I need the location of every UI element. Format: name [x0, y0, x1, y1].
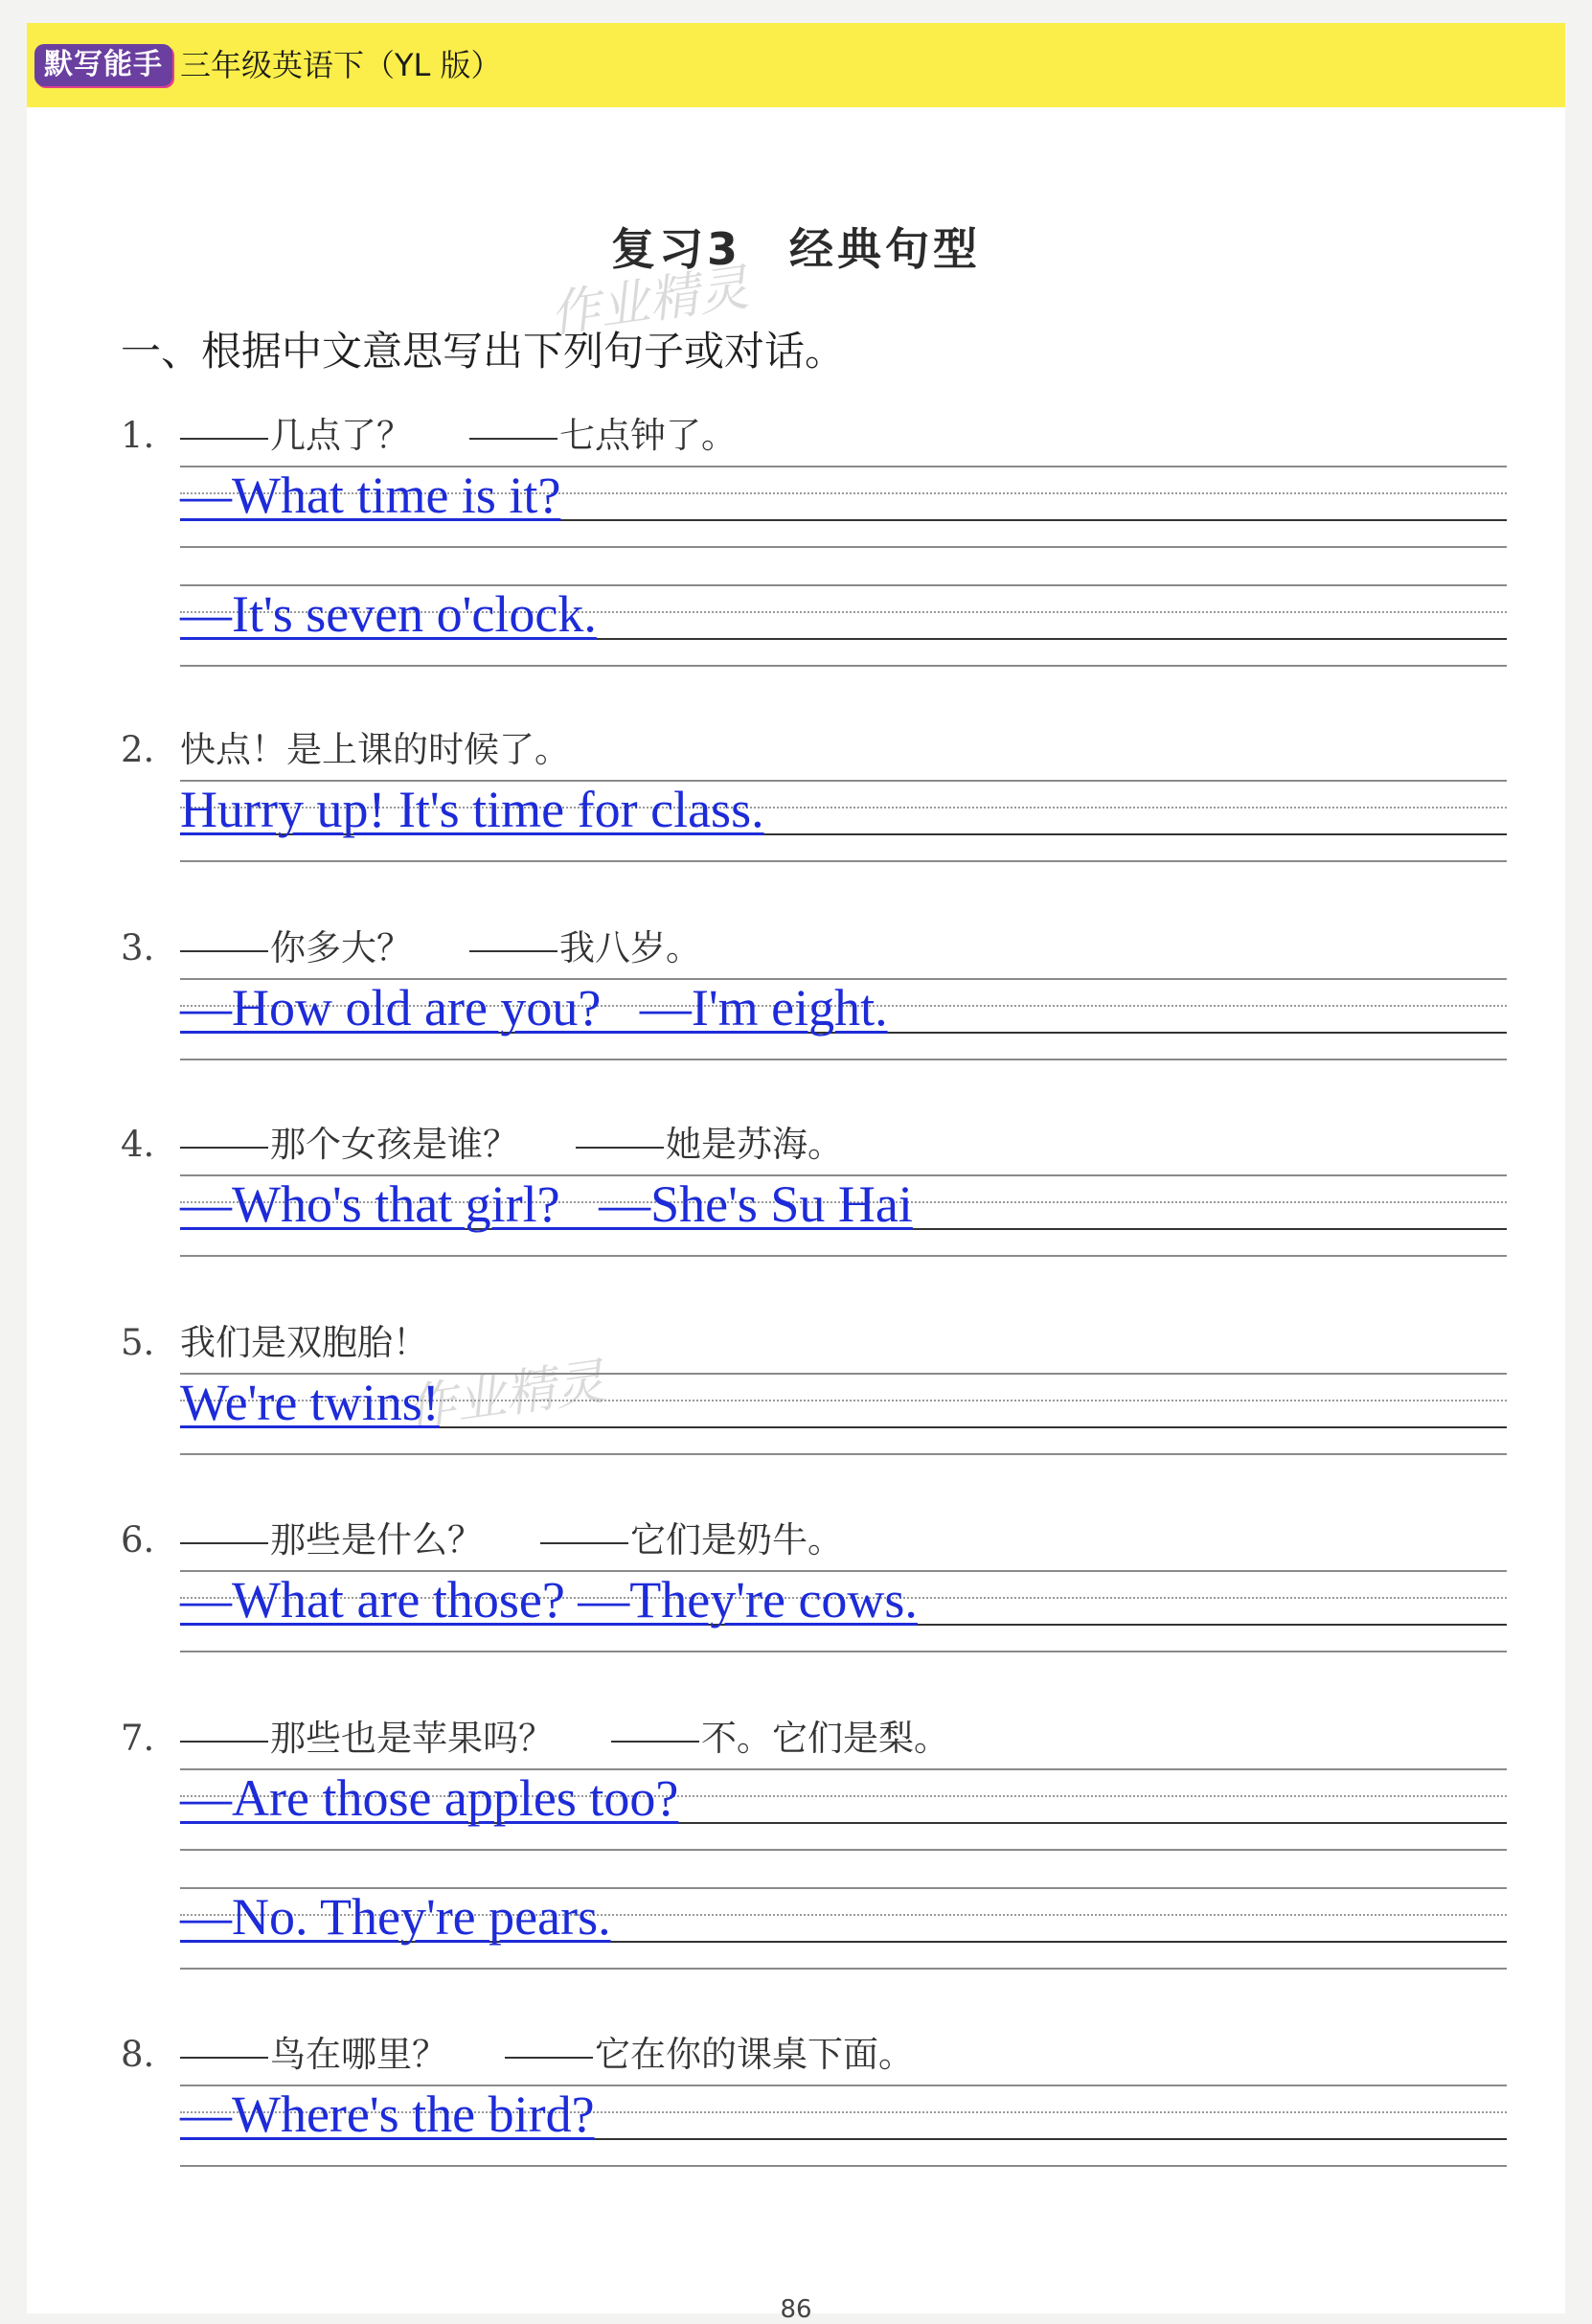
watermark: 作业精灵: [546, 259, 752, 345]
question-number: 7.: [121, 1718, 155, 1759]
handwritten-answer: —Are those apples too?: [180, 1769, 679, 1827]
question-chinese-a: 我们是双胞胎！: [180, 1322, 428, 1363]
brand-logo: 默写能手: [34, 44, 172, 86]
question-3: [121, 919, 701, 970]
handwritten-answer: —Where's the bird?: [180, 2085, 595, 2143]
question-number: 2.: [121, 729, 155, 770]
question-number: 4.: [121, 1124, 155, 1165]
handwritten-answer: Hurry up! It's time for class.: [180, 781, 764, 838]
handwritten-answer: —Who's that girl? —She's Su Hai: [180, 1175, 913, 1233]
question-chinese-b: 她是苏海。: [666, 1124, 843, 1165]
question-7: [121, 1709, 949, 1761]
question-chinese-a: 鸟在哪里？: [270, 2034, 447, 2075]
header-band: [27, 23, 1565, 107]
workbook-page: [27, 23, 1565, 2324]
book-title: 三年级英语下（YL 版）: [180, 47, 502, 83]
question-chinese-a: 那些也是苹果吗？: [270, 1718, 554, 1759]
section-heading: 一、根据中文意思写出下列句子或对话。: [121, 328, 846, 375]
question-chinese-b: 七点钟了。: [559, 415, 737, 456]
page-number: 86: [780, 2295, 812, 2324]
question-chinese-a: 快点！是上课的时候了。: [180, 729, 570, 770]
question-number: 6.: [121, 1519, 155, 1561]
lesson-title: 复习3 经典句型: [610, 223, 981, 275]
handwritten-answer: —What are those? —They're cows.: [180, 1571, 918, 1629]
question-5: [121, 1313, 428, 1365]
question-2: [121, 720, 570, 772]
handwritten-answer: —It's seven o'clock.: [180, 585, 597, 643]
watermark: 作业精灵: [402, 1353, 608, 1439]
handwritten-answer: We're twins!: [180, 1374, 440, 1431]
question-chinese-a: 那个女孩是谁？: [270, 1124, 518, 1165]
question-8: [121, 2025, 914, 2077]
question-chinese-b: 它们是奶牛。: [630, 1519, 843, 1561]
question-chinese-a: 你多大？: [270, 927, 412, 968]
question-chinese-b: 我八岁。: [559, 927, 701, 968]
question-number: 1.: [121, 415, 155, 456]
question-chinese-a: 几点了？: [270, 415, 412, 456]
question-4: [121, 1115, 843, 1167]
question-chinese-b: 它在你的课桌下面。: [595, 2034, 914, 2075]
question-chinese-b: 不。它们是梨。: [701, 1718, 949, 1759]
question-1: [121, 406, 737, 458]
question-number: 3.: [121, 927, 155, 968]
handwritten-answer: —No. They're pears.: [180, 1888, 611, 1946]
question-number: 5.: [121, 1322, 155, 1363]
handwritten-answer: —How old are you? —I'm eight.: [180, 979, 888, 1037]
handwritten-answer: —What time is it?: [180, 467, 561, 524]
question-6: [121, 1511, 843, 1562]
question-number: 8.: [121, 2034, 155, 2075]
question-chinese-a: 那些是什么？: [270, 1519, 483, 1561]
